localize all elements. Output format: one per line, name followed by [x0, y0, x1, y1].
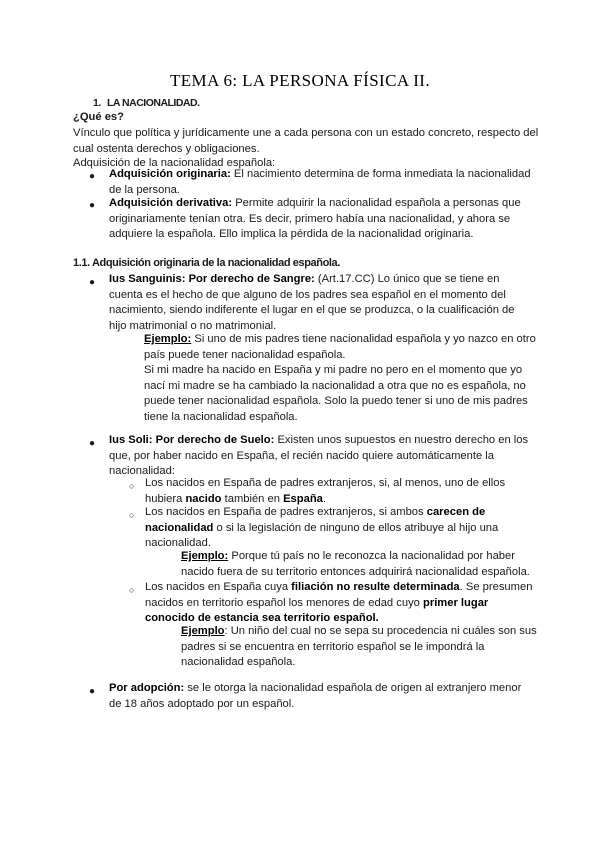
- item-label: Adquisición derivativa:: [109, 197, 233, 209]
- item-text: se le otorga la nacionalidad española de origen al extranjero menor de 18 años adoptado por un español.: [109, 682, 522, 710]
- example-text: Si uno de mis padres tiene nacionalidad española y yo nazco en otro país puede tener nacionalidad española.: [144, 333, 536, 361]
- circle-bullet-icon: ○: [129, 510, 135, 520]
- item-label: Ius Sanguinis: Por derecho de Sangre:: [109, 273, 315, 285]
- page-title: TEMA 6: LA PERSONA FÍSICA II.: [169, 71, 431, 90]
- bullet-icon: ●: [89, 277, 96, 288]
- list-item-soli: [109, 433, 534, 480]
- item-label: Ius Soli: Por derecho de Suelo:: [109, 434, 275, 446]
- example-block: [144, 332, 539, 426]
- definition-paragraph: Vínculo que política y jurídicamente une a cada persona con un estado concreto, respecto del cual ostenta derechos y obligaciones.: [73, 127, 539, 155]
- section-heading-text: LA NACIONALIDAD.: [107, 97, 200, 109]
- list-item-sanguinis: [109, 272, 534, 334]
- example-block: [181, 549, 537, 580]
- acquisition-heading: Adquisición de la nacionalidad española:: [73, 157, 276, 169]
- question-heading: ¿Qué es?: [73, 111, 124, 123]
- list-item-derivativa: [109, 196, 534, 243]
- sub-list-item: Los nacidos en España de padres extranjeros, si ambos carecen de nacionalidad o si la legislación de ninguno de ellos atribuye al hijo una nacionalidad.: [145, 506, 499, 550]
- example-text-2: Si mi madre ha nacido en España y mi padre no pero en el momento que yo nací mi madre se ha cambiado la nacionalidad a otra que no es española, no puede tener nacionalidad española. Solo la puedo tener si uno de mis padres tiene la nacionalidad española.: [144, 364, 528, 423]
- example-text: Porque tú país no le reconozca la nacionalidad por haber nacido fuera de su territorio entonces adquirirá nacionalidad española.: [181, 550, 530, 578]
- sub-list-item: Los nacidos en España de padres extranjeros, si, al menos, uno de ellos hubiera nacido también en España.: [145, 477, 506, 505]
- example-label: Ejemplo:: [181, 550, 229, 562]
- bullet-icon: ●: [89, 200, 96, 211]
- bullet-icon: ●: [89, 686, 96, 697]
- subsection-heading: 1.1. Adquisición originaria de la nacionalidad española.: [73, 257, 340, 269]
- item-text: Existen unos supuestos en nuestro derecho en los que, por haber nacido en España, el recién nacido quiere automáticamente la nacionalidad:: [109, 434, 529, 478]
- list-item-adopcion: [109, 681, 534, 712]
- item-label: Adquisición originaria:: [109, 168, 231, 180]
- sub-list-item: Los nacidos en España cuya filiación no resulte determinada. Se presumen nacidos en territorio español los menores de edad cuyo primer lugar conocido de estancia sea territorio español.: [145, 581, 533, 625]
- item-text: El nacimiento determina de forma inmediata la nacionalidad de la persona.: [109, 168, 531, 196]
- example-label: Ejemplo:: [144, 333, 192, 345]
- section-number: 1.: [93, 97, 101, 109]
- item-label: Por adopción:: [109, 682, 185, 694]
- item-text: (Art.17.CC) Lo único que se tiene en cuenta es el hecho de que alguno de los padres sea español en el momento del nacimiento, siendo indiferente el lugar en el que se produzca, o la cualificación de hijo matrimonial o no matrimonial.: [109, 273, 515, 332]
- example-block: [181, 624, 537, 671]
- item-text: Permite adquirir la nacionalidad española a personas que originariamente tenían otra. Es decir, primero había una nacionalidad, y ahora se adquiere la española. Ello implica la pérdida de la nacionalidad originaria.: [109, 197, 521, 241]
- bullet-icon: ●: [89, 171, 96, 182]
- circle-bullet-icon: ○: [129, 481, 135, 491]
- list-item-originaria: [109, 167, 534, 198]
- circle-bullet-icon: ○: [129, 585, 135, 595]
- example-text: : Un niño del cual no se sepa su procedencia ni cuáles son sus padres si se encuentra en territorio español se le impondrá la nacionalidad española.: [181, 625, 537, 669]
- bullet-icon: ●: [89, 438, 96, 449]
- example-label: Ejemplo: [181, 625, 225, 637]
